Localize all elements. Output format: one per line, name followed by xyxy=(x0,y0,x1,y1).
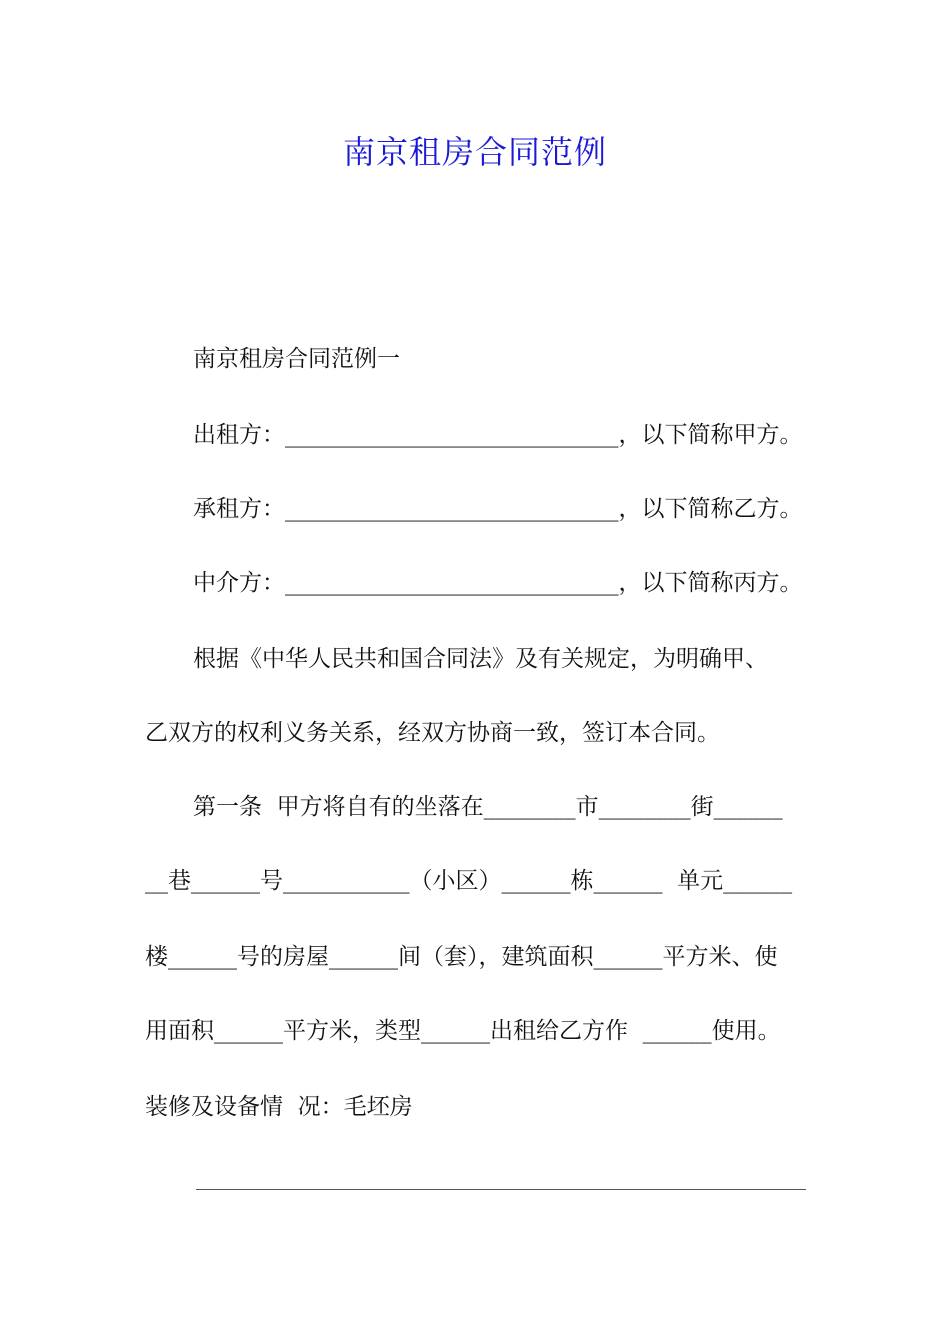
article-line: 用面积______平方米，类型______出租给乙方作 ______使用。 xyxy=(145,1018,781,1044)
document-title: 南京租房合同范例 xyxy=(342,133,607,171)
section-heading: 南京租房合同范例一 xyxy=(193,346,400,372)
article-line: 装修及设备情 况：毛坯房 xyxy=(145,1094,413,1120)
lessor-line: 出租方：_____________________________，以下简称甲方。 xyxy=(193,422,803,448)
article-line: 楼______号的房屋______间（套），建筑面积______平方米、使 xyxy=(145,944,778,970)
agent-line: 中介方：_____________________________，以下简称丙方。 xyxy=(193,570,803,596)
paragraph-line: 乙双方的权利义务关系，经双方协商一致，签订本合同。 xyxy=(145,720,720,746)
article-line: 第一条 甲方将自有的坐落在________市________街______ xyxy=(193,794,783,820)
paragraph-line: 根据《中华人民共和国合同法》及有关规定，为明确甲、 xyxy=(193,646,768,672)
blank-rule xyxy=(196,1189,806,1190)
lessee-line: 承租方：_____________________________，以下简称乙方。 xyxy=(193,496,803,522)
article-line: __巷______号___________（小区）______栋______ 单元______ xyxy=(145,868,793,894)
